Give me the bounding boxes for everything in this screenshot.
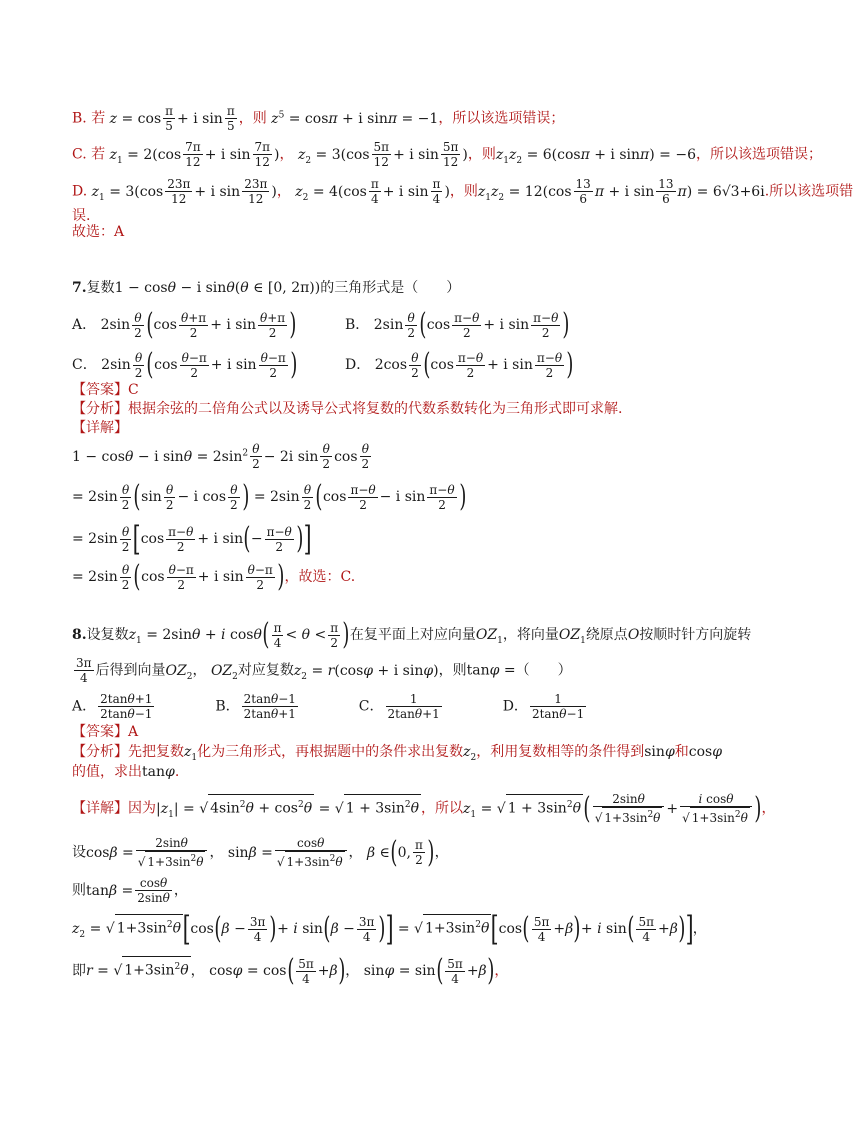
q7-analysis-tag: 【分析】 [72,401,128,417]
q7-option-d-label: D． [345,357,371,373]
q8-detail-p1: 因为 [128,800,156,817]
q7-derivation-1: 1 − cosθ − i $\sin\theta = 2\sin^2$ $\frac{\theta}{2}$ − 2i sin $\frac{\theta}{2}$ cos $\frac{\theta}{2}$ [72,442,370,471]
q8-option-d: D． $\frac{1}{2\tan\theta-1}$ [502,692,585,721]
q7-answer: 【答案】C [72,382,139,398]
q8-option-c: C． $\frac{1}{2\tan\theta+1}$ [358,692,440,721]
q7-stem: 7.复数1 − cosθ − i sinθ(θ ∈ [0, 2π))的三角形式是（ ） [72,280,461,296]
q7-option-c: C． 2sin $\frac{\theta}{2}$ (cos $\frac{\theta-\pi}{2}$ + i sin $\frac{\theta-\pi}{2}$ ) [72,347,298,382]
q6-c-label: C. 若 [72,146,106,163]
q8-option-a-label: A． [72,698,97,715]
q6-b-suffix: ，所以该选项错误； [438,110,565,127]
q7-option-a: A． 2sin $\frac{\theta}{2}$ (cos $\frac{\theta+\pi}{2}$ + i sin $\frac{\theta+\pi}{2}$ ) [72,307,297,342]
q8-stem-p4: 绕原点 [585,627,628,643]
q8-option-b: B． $\frac{2\tan\theta-1}{2\tan\theta+1}$ [215,692,296,721]
q8-then-label: 则 [72,882,86,899]
q8-analysis-p5: 的值，求出 [72,764,142,780]
q7-option-a-label: A． [72,317,97,333]
q7-conclusion: ，故选：C. [284,569,356,585]
q8-stem-p5: 按顺时针方向旋转 [639,627,752,643]
q8-ie-label: 即 [72,963,86,979]
q7-option-b-label: B． [345,317,370,333]
q7-derivation-4: = 2sin $\frac{\theta}{2}$ (cos $\frac{\theta-\pi}{2}$ + i sin $\frac{\theta-\pi}{2}$ )，故选：C. [72,559,356,594]
q7-analysis [72,399,622,419]
q8-option-d-label: D． [502,698,528,715]
q8-stem-p6: 后得到向量 [95,662,166,679]
q8-analysis-line-1: 【分析】先把复数$z_1$化为三角形式，再根据题中的条件求出复数$z_2$，利用复数相等的条件得到sinφ和cosφ [72,744,723,763]
q8-options [72,692,588,721]
q8-analysis-p4: 和 [674,744,689,760]
q8-detail-line-4: $z_2$ = √ $1+3\sin^2\theta[\cos(\beta$ − $\frac{3\pi}{4}$ )+ i sin(β − $\frac{3\pi}{4}$ )] = √ $1+3\sin^2\theta[\cos$( $\frac{5\pi}{4}$ +β)+ i sin( $\frac{5\pi}{4}$ +β)]， [72,909,707,949]
q7-option-c-label: C． [72,357,97,373]
q8-analysis-line-2: 的值，求出tanφ. [72,764,180,780]
q8-stem-p1: 设复数 [86,627,129,643]
q7-analysis-text: 根据余弦的二倍角公式以及诱导公式将复数的代数系数转化为三角形式即可求解. [128,401,623,417]
q7-stem-suffix: 的三角形式是（ ） [320,280,461,296]
q6-c-suffix: ，所以该选项错误； [695,146,822,163]
q8-detail-p2: ，所以 [421,800,464,817]
q7-option-b: B． 2sin $\frac{\theta}{2}$ (cos $\frac{\pi-\theta}{2}$ + i sin $\frac{\pi-\theta}{2}$ ) [345,307,570,342]
q8-analysis-p1: 先把复数 [128,744,184,760]
q6-option-b: B. 若 z = cos $\frac{\pi}{5}$ + i sin $\frac{\pi}{5}$ ，则 $z^5 = \cos\pi + i$ sinπ = −1，所以该选项错误； [72,104,565,133]
q6-d-continuation: 误. [72,208,91,224]
q7-detail-tag: 【详解】 [72,420,128,436]
q8-option-b-label: B． [215,698,240,715]
q8-analysis-p3: ，利用复数相等的条件得到 [476,744,645,760]
q8-set-label: 设 [72,844,86,861]
q8-option-a: A． $\frac{2\tan\theta+1}{2\tan\theta-1}$ [72,692,153,721]
q8-stem-line-1: 8.设复数$z_1 = 2\sin\theta + i$ cosθ( $\frac{\pi}{4}$ < θ < $\frac{\pi}{2}$ )在复平面上对应向量$OZ_1$，将向量$OZ_1$绕原点O按顺时针方向旋转 [72,617,752,652]
q8-detail-line-5: 即r = √ $1+3\sin^2\theta$ ， cosφ = cos( $\frac{5\pi}{4}$ +β)， sinφ = sin( $\frac{5\pi}{4}$ +β)， [72,953,509,988]
q6-d-suffix: .所以该选项错 [764,183,853,200]
q7-option-d: D． 2cos $\frac{\theta}{2}$ (cos $\frac{\pi-\theta}{2}$ + i sin $\frac{\pi-\theta}{2}$ ) [345,347,574,382]
q7-derivation-2: = 2sin $\frac{\theta}{2}$ (sin $\frac{\theta}{2}$ − i cos $\frac{\theta}{2}$ ) = 2sin $\frac{\theta}{2}$ (cos $\frac{\pi-\theta}{2}$ − i sin $\frac{\pi-\theta}{2}$ ) [72,479,466,514]
q8-stem-line-2: $\frac{3\pi}{4}$ 后得到向量$OZ_2$， $OZ_2$对应复数$z_2 = r(\cos\varphi + i$ sinφ)，则tanφ =（ ） [76,656,572,685]
q8-stem-p7: 对应复数 [237,662,294,679]
q8-stem-p2: 在复平面上对应向量 [349,627,476,643]
q6-b-label: B. 若 [72,110,106,127]
q8-stem-p3: ，将向量 [502,627,559,643]
q8-detail-line-1: 【详解】因为$|z_1|$ = √ $4\sin^2\theta + \cos^2\theta$ = √ $1 + 3\sin^2\theta$ ，所以$z_1$ = √ $1 + 3\sin^2\theta$( $\frac{2\sin\theta}{√ 1+3\sin^2\theta}$ + $\frac{\text{i cosθ}}{√ 1+3\sin^2\theta}$ )， [72,790,776,826]
q6-answer: 故选：A [72,224,125,240]
q7-derivation-3: = 2sin $\frac{\theta}{2}$ [cos $\frac{\pi-\theta}{2}$ + i sin(− $\frac{\pi-\theta}{2}$ )] [72,519,312,559]
q8-stem-p9: （ ） [515,662,572,679]
q7-number: 7. [72,280,87,296]
q6-option-d: D. $z_1 = 3(\cos$ $\frac{23\pi}{12}$ + i sin $\frac{23\pi}{12}$ )， $z_2 = 4(\cos$ $\frac{\pi}{4}$ + i sin $\frac{\pi}{4}$ )，则$z_1z_2 = 12(\cos$ $\frac{13}{6}$ π + i sin $\frac{13}{6}$ π) = 6√3+6i.所以该选项错 [72,177,853,206]
q6-d-label: D. [72,183,92,200]
q8-analysis-tag: 【分析】 [72,744,128,760]
q8-analysis-p2: 化为三角形式，再根据题中的条件求出复数 [197,744,464,760]
q8-detail-line-2: 设cosβ = $\frac{2\sin\theta}{√ 1+3\sin^2\theta}$ ， sinβ = $\frac{\cos\theta}{√ 1+3\sin^2\theta}$ ， β ∈(0, $\frac{\pi}{2}$ )， [72,834,449,870]
q8-stem-p8: ，则 [438,662,467,679]
q8-detail-tag: 【详解】 [72,800,128,817]
q7-stem-prefix: 复数 [86,280,115,296]
q8-answer: 【答案】A [72,724,139,740]
q8-option-c-label: C． [358,698,384,715]
q6-option-c: C. 若 $z_1 = 2(\cos$ $\frac{7\pi}{12}$ + i sin $\frac{7\pi}{12}$ )， $z_2 = 3(\cos$ $\frac{5\pi}{12}$ + i sin $\frac{5\pi}{12}$ )，则$z_1z_2 = 6(\cos\pi + i$ sinπ) = −6，所以该选项错误； [72,140,822,169]
q8-origin: O [627,627,640,643]
q8-number: 8. [72,627,87,643]
q8-detail-line-3: 则tanβ = $\frac{\cos\theta}{2\sin\theta}$ ， [72,876,188,905]
